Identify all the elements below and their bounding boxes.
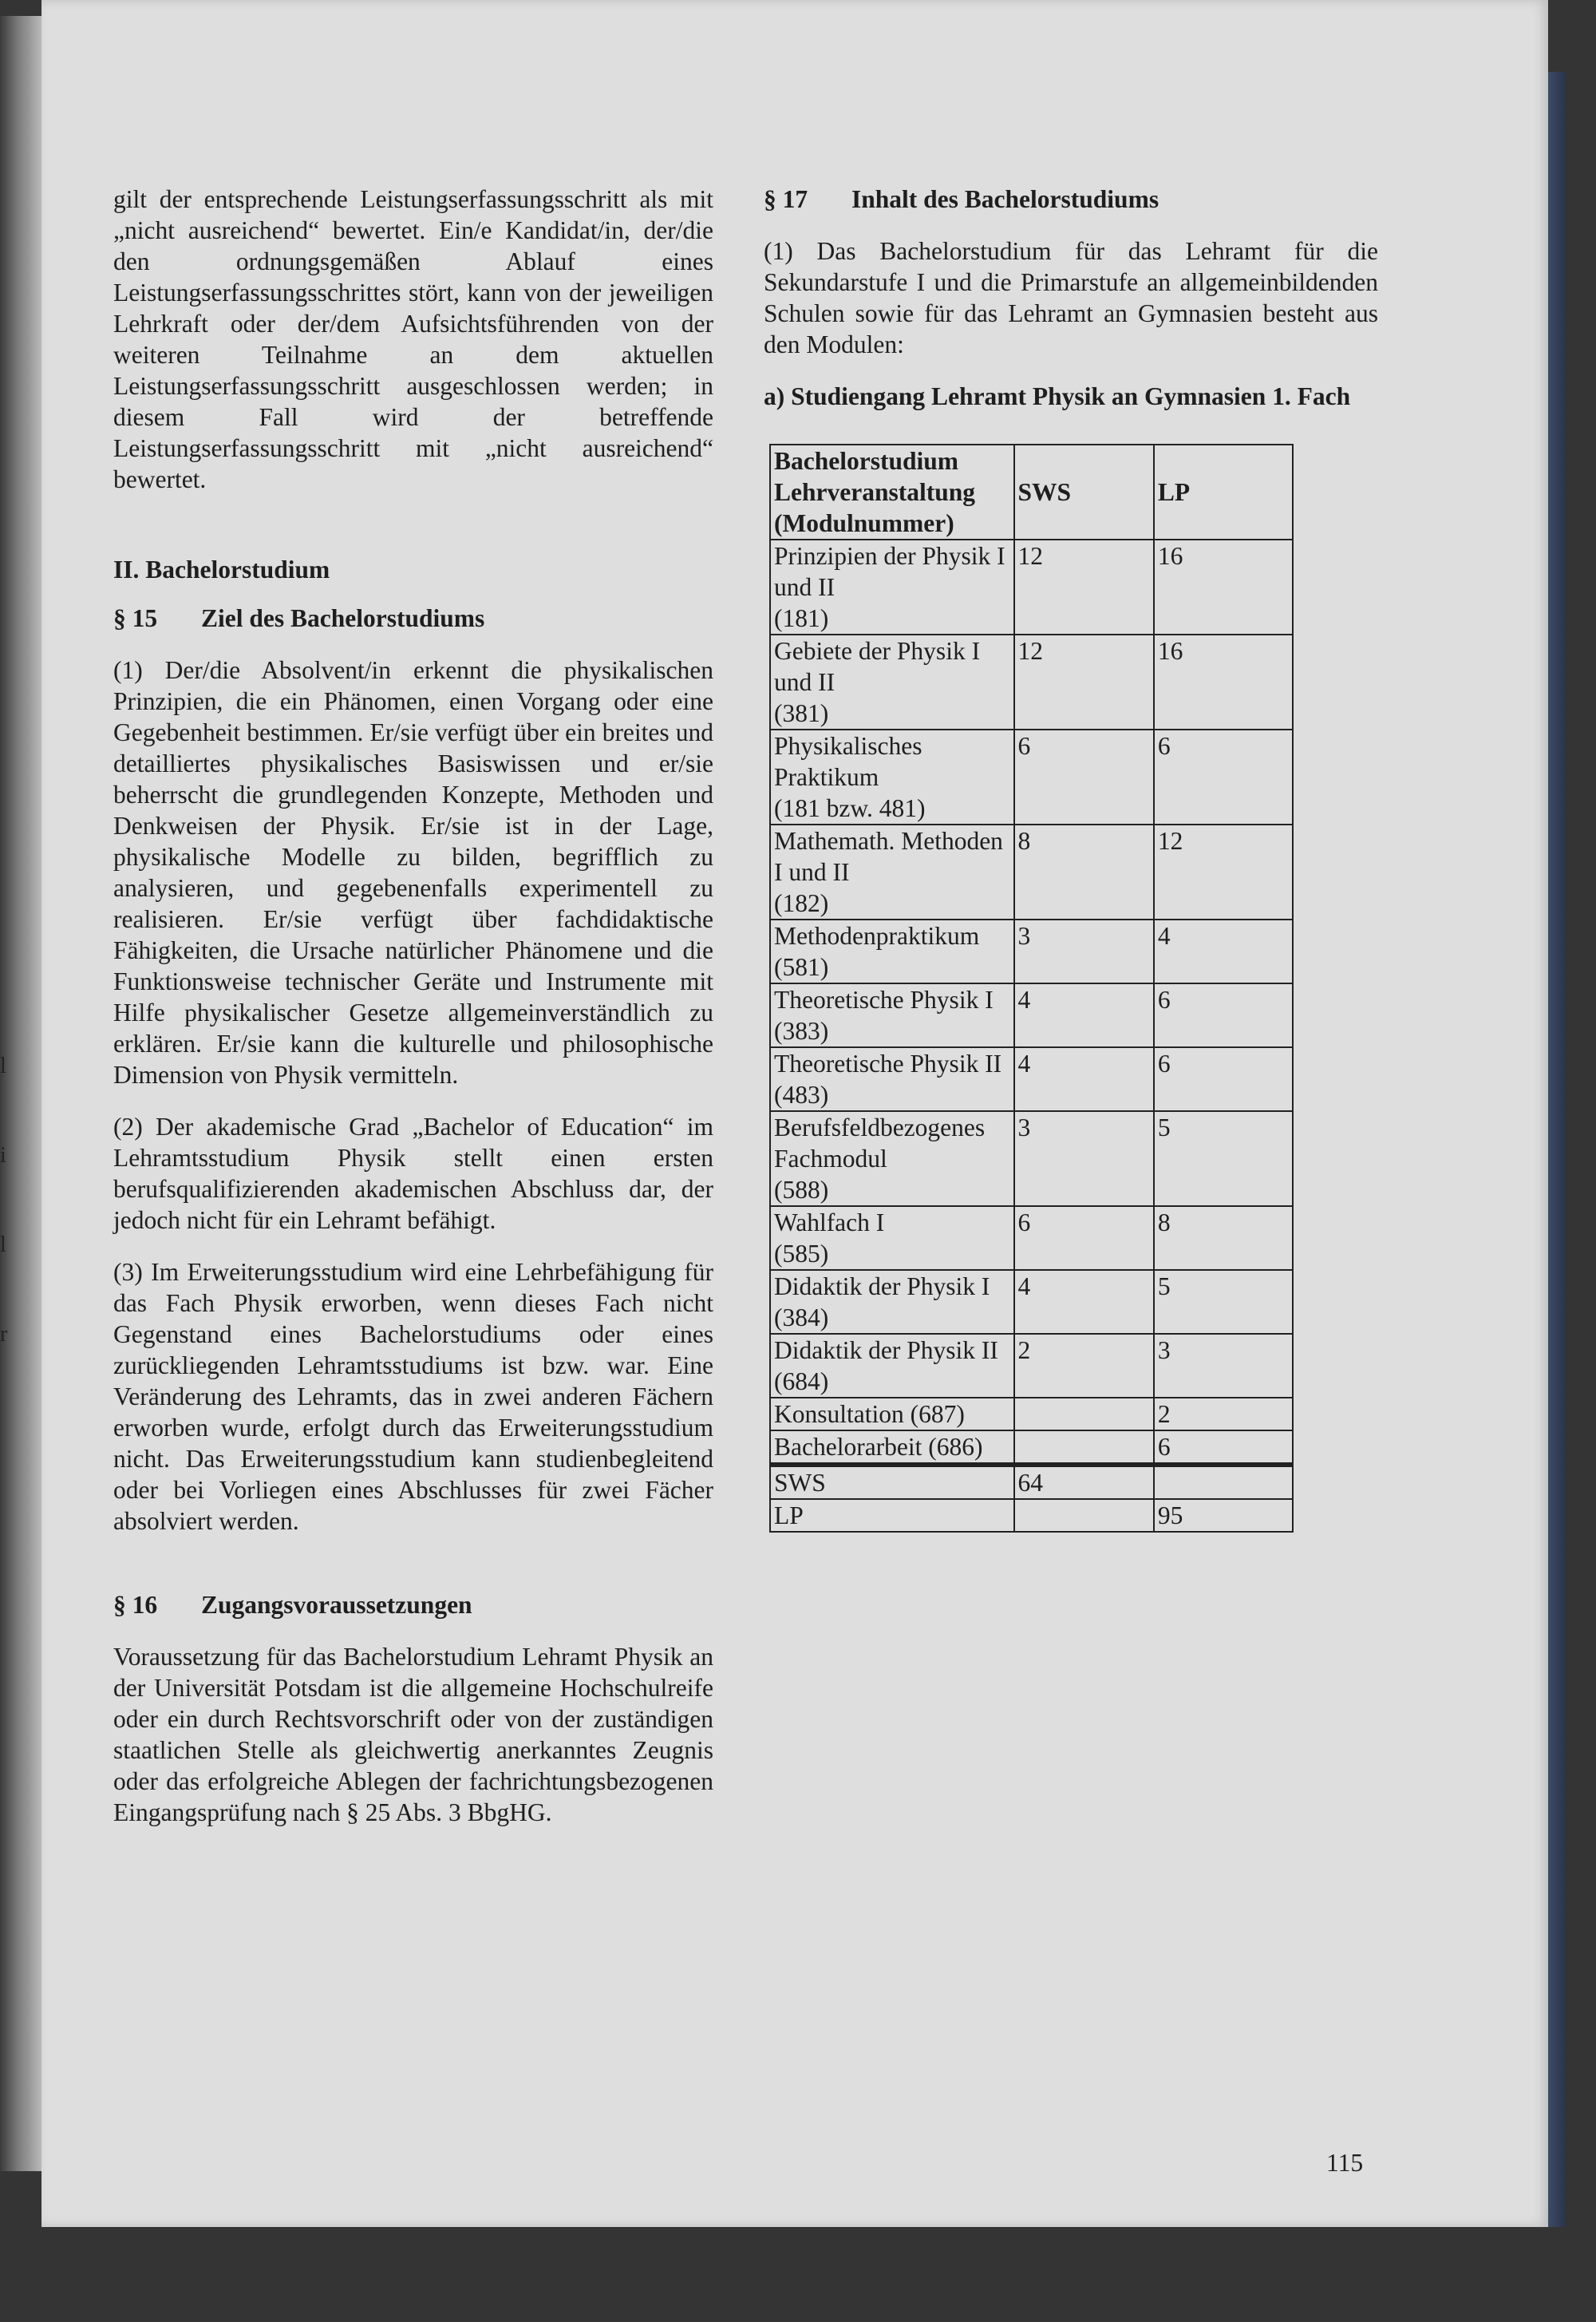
lp-cell: 5 — [1154, 1270, 1293, 1334]
table-header-row — [770, 445, 1293, 540]
module-name: Prinzipien der Physik I und II — [774, 542, 1005, 601]
sws-cell: 4 — [1014, 1047, 1154, 1111]
sws-cell: 4 — [1014, 983, 1154, 1047]
sum-label-cell: LP — [770, 1499, 1014, 1532]
section-number: § 15 — [113, 604, 158, 632]
section-17-paragraph-1: (1) Das Bachelorstudium für das Lehramt für die Sekundarstufe I und die Primarstufe an allgemeinbildenden Schulen sowie für das Lehramt an Gymnasien besteht aus den Modulen: — [764, 237, 1378, 358]
sws-cell: 2 — [1014, 1334, 1154, 1398]
lp-cell: 4 — [1154, 920, 1293, 983]
margin-letter: i — [0, 1143, 6, 1168]
margin-letter: l — [0, 1232, 6, 1257]
section-number: § 16 — [113, 1591, 158, 1619]
sum-value-cell: 64 — [1014, 1465, 1154, 1499]
lp-cell: 12 — [1154, 825, 1293, 920]
module-name: Bachelorarbeit (686) — [774, 1433, 983, 1461]
lp-cell: 3 — [1154, 1334, 1293, 1398]
table-row — [770, 920, 1293, 983]
section-15-paragraph-3: (3) Im Erweiterungsstudium wird eine Lehrbefähigung für das Fach Physik erworben, wenn dieses Fach nicht Gegenstand eines Bachelorstudiums oder eines zurückliegenden Lehramtsstudiums ist bzw. war. Eine Veränderung des Lehramts, das in zwei anderen Fächern erworben wurde, erfolgt durch das Erweiterungsstudium nicht. Das Erweiterungsstudium kann studienbegleitend oder bei Vorliegen eines Abschlusses für zwei Fächer absolviert werden. — [113, 1258, 713, 1535]
page-number: 115 — [1326, 2149, 1364, 2177]
table-row — [770, 635, 1293, 730]
section-15-heading — [113, 603, 713, 634]
sum-value-cell: 95 — [1154, 1499, 1293, 1532]
table-body — [770, 540, 1293, 1465]
intro-paragraph: gilt der entsprechende Leistungserfassungsschritt als mit „nicht ausreichend“ bewertet. Ein/e Kandidat/in, der/die den ordnungsgemäßen Ablauf eines Leistungserfassungsschrittes stört, kann von der jeweiligen Lehrkraft oder der/dem Aufsichtsführenden von der weiteren Teilnahme an dem aktuellen Leistungserfassungsschritt ausgeschlossen werden; in diesem Fall wird der betreffende Leistungserfassungsschritt mit „nicht ausreichend“ bewertet. — [113, 185, 713, 493]
sws-cell — [1014, 1430, 1154, 1465]
sum-label-cell: SWS — [770, 1465, 1014, 1499]
section-16-heading — [113, 1589, 713, 1620]
section-15-paragraph-1: (1) Der/die Absolvent/in erkennt die physikalischen Prinzipien, die ein Phänomen, einen Vorgang oder eine Gegebenheit bestimmen. Er/sie verfügt über ein breites und detailliertes physikalisches Basiswissen und er/sie beherrscht die grundlegenden Konzepte, Methoden und Denkweisen der Physik. Er/sie ist in der Lage, physikalische Modelle zu bilden, begrifflich zu analysieren, und gegebenenfalls experimentell zu realisieren. Er/sie verfügt über fachdidaktische Fähigkeiten, die Ursache natürlicher Phänomene und die Funktionsweise technischer Geräte und Instrumente mit Hilfe physikalischer Gesetze allgemeinverständlich zu erklären. Er/sie kann die kulturelle und philosophische Dimension von Physik vermitteln. — [113, 656, 713, 1089]
module-name-cell — [770, 1334, 1014, 1398]
module-name-cell — [770, 1398, 1014, 1430]
section-title: Ziel des Bachelorstudiums — [201, 604, 485, 632]
module-code: (381) — [774, 699, 829, 727]
header-text: Bachelorstudium — [774, 447, 959, 475]
subsection-a-heading: a) Studiengang Lehramt Physik an Gymnasien 1. Fach — [764, 382, 1351, 410]
lp-cell: 6 — [1154, 1430, 1293, 1465]
margin-letters — [0, 1054, 16, 1411]
module-name-cell — [770, 1206, 1014, 1270]
table-row — [770, 1270, 1293, 1334]
lp-cell: 2 — [1154, 1398, 1293, 1430]
sws-cell: 3 — [1014, 1111, 1154, 1206]
lp-cell: 6 — [1154, 983, 1293, 1047]
lp-cell: 5 — [1154, 1111, 1293, 1206]
table-row — [770, 730, 1293, 825]
sws-cell: 12 — [1014, 540, 1154, 635]
module-code: (684) — [774, 1367, 829, 1395]
module-name-cell — [770, 730, 1014, 825]
module-code: (585) — [774, 1240, 829, 1268]
section-17-heading — [764, 184, 1378, 215]
module-name-cell — [770, 1111, 1014, 1206]
module-name: Physikalisches Praktikum — [774, 732, 922, 791]
module-name-cell — [770, 920, 1014, 983]
table-row — [770, 1111, 1293, 1206]
table-row — [770, 1206, 1293, 1270]
module-name-cell — [770, 825, 1014, 920]
document-page — [41, 0, 1548, 2227]
sws-cell: 6 — [1014, 1206, 1154, 1270]
lp-cell: 6 — [1154, 1047, 1293, 1111]
module-name-cell — [770, 1430, 1014, 1465]
module-name: Berufsfeldbezogenes Fachmodul — [774, 1114, 986, 1173]
module-name: Wahlfach I — [774, 1208, 885, 1236]
header-lp-cell: LP — [1154, 445, 1293, 540]
section-title: Zugangsvoraussetzungen — [201, 1591, 472, 1619]
section-16-paragraph: Voraussetzung für das Bachelorstudium Lehramt Physik an der Universität Potsdam ist die allgemeine Hochschulreife oder ein durch Rechtsvorschrift oder von der zuständigen staatlichen Stelle als gleichwertig anerkanntes Zeugnis oder das erfolgreiche Ablegen der fachrichtungsbezogenen Eingangsprüfung nach § 25 Abs. 3 BbgHG. — [113, 1643, 713, 1826]
module-name-cell — [770, 983, 1014, 1047]
sum-empty-cell — [1014, 1499, 1154, 1532]
margin-letter: l — [0, 1054, 6, 1078]
sws-cell: 4 — [1014, 1270, 1154, 1334]
sws-cell: 8 — [1014, 825, 1154, 920]
table-row — [770, 1334, 1293, 1398]
lp-cell: 16 — [1154, 540, 1293, 635]
table-row — [770, 983, 1293, 1047]
section-title: Inhalt des Bachelorstudiums — [851, 185, 1159, 213]
module-code: (181 bzw. 481) — [774, 794, 926, 822]
right-column — [764, 184, 1378, 1533]
sws-cell: 12 — [1014, 635, 1154, 730]
module-name: Methodenpraktikum — [774, 922, 980, 950]
module-name: Gebiete der Physik I und II — [774, 637, 981, 696]
module-name-cell — [770, 1270, 1014, 1334]
previous-page-edge — [0, 16, 41, 2171]
table-row — [770, 540, 1293, 635]
module-code: (581) — [774, 953, 829, 981]
header-sws-cell: SWS — [1014, 445, 1154, 540]
table-row-sum-sws — [770, 1465, 1293, 1499]
lp-cell: 6 — [1154, 730, 1293, 825]
module-table — [769, 444, 1294, 1533]
section-15-paragraph-2: (2) Der akademische Grad „Bachelor of Education“ im Lehramtsstudium Physik stellt einen ersten berufsqualifizierenden akademischen Abschluss dar, der jedoch nicht für ein Lehramt befähigt. — [113, 1113, 713, 1234]
module-name-cell — [770, 1047, 1014, 1111]
lp-cell: 16 — [1154, 635, 1293, 730]
sum-empty-cell — [1154, 1465, 1293, 1499]
module-code: (588) — [774, 1176, 829, 1204]
module-name: Didaktik der Physik II — [774, 1336, 998, 1364]
module-name-cell — [770, 540, 1014, 635]
sws-cell: 6 — [1014, 730, 1154, 825]
lp-cell: 8 — [1154, 1206, 1293, 1270]
left-column — [113, 184, 713, 1849]
header-text: Lehrveranstaltung — [774, 478, 975, 506]
section-number: § 17 — [764, 185, 808, 213]
sws-cell: 3 — [1014, 920, 1154, 983]
table-row — [770, 1398, 1293, 1430]
module-code: (383) — [774, 1017, 829, 1045]
module-name-cell — [770, 635, 1014, 730]
header-module-cell — [770, 445, 1014, 540]
module-code: (384) — [774, 1303, 829, 1331]
module-name: Didaktik der Physik I — [774, 1272, 990, 1300]
sws-cell — [1014, 1398, 1154, 1430]
module-code: (182) — [774, 889, 829, 917]
module-name: Konsultation (687) — [774, 1400, 965, 1428]
part-heading: II. Bachelorstudium — [113, 556, 330, 583]
module-name: Theoretische Physik II (483) — [774, 1050, 1002, 1109]
margin-letter: r — [0, 1322, 8, 1347]
header-text: (Modulnummer) — [774, 509, 954, 537]
table-row — [770, 1047, 1293, 1111]
module-code: (181) — [774, 604, 829, 632]
module-name: Theoretische Physik I — [774, 986, 994, 1014]
table-row — [770, 825, 1293, 920]
module-name: Mathemath. Methoden I und II — [774, 827, 1003, 886]
table-row-sum-lp — [770, 1499, 1293, 1532]
table-row — [770, 1430, 1293, 1465]
